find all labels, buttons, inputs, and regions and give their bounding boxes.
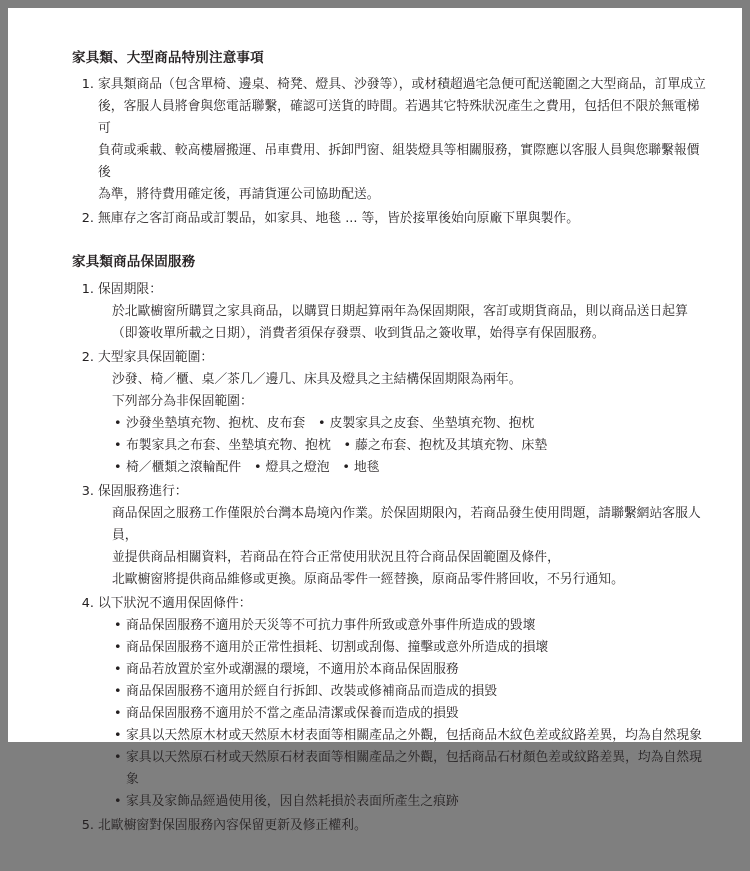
list-item-number: 2. bbox=[81, 349, 94, 365]
list-item-body bbox=[98, 815, 712, 837]
list-item-number: 1. bbox=[81, 77, 94, 93]
list-item-number: 3. bbox=[81, 483, 94, 499]
item-lead: 北歐櫥窗對保固服務內容保留更新及修正權利。 bbox=[98, 817, 367, 833]
paragraph: （即簽收單所載之日期），消費者須保存發票、收到貨品之簽收單，始得享有保固服務。 bbox=[112, 325, 605, 341]
item-detail bbox=[98, 369, 712, 479]
section-title: 家具類、大型商品特別注意事項 bbox=[72, 50, 264, 66]
list-item-body bbox=[98, 481, 712, 591]
document-page bbox=[8, 8, 742, 833]
exclusion-list bbox=[112, 413, 712, 479]
list-item bbox=[72, 593, 712, 813]
paragraph: 無庫存之客訂商品或訂製品，如家具、地毯 ... 等，皆於接單後始向原廠下單與製作。 bbox=[98, 211, 580, 227]
document-content bbox=[8, 8, 742, 871]
paragraph: 家具類商品（包含單椅、邊桌、椅凳、燈具、沙發等），或材積超過宅急便可配送範圍之大型商品，訂單成立 bbox=[98, 77, 706, 93]
list-item-number: 2. bbox=[81, 211, 94, 227]
paragraph: 於北歐櫥窗所購買之家具商品，以購買日期起算兩年為保固期限，客訂或期貨商品，則以商品送日起算 bbox=[112, 303, 688, 319]
notice-list bbox=[72, 74, 712, 230]
list-item: • 商品保固服務不適用於正常性損耗、切割或刮傷、撞擊或意外所造成的損壞 bbox=[112, 637, 712, 659]
list-item: • 家具及家飾品經過使用後，因自然耗損於表面所產生之痕跡 bbox=[112, 791, 712, 813]
list-item: • 布製家具之布套、坐墊填充物、抱枕 • 藤之布套、抱枕及其填充物、床墊 bbox=[112, 435, 712, 457]
list-item-body bbox=[98, 279, 712, 345]
list-item: • 家具以天然原石材或天然原石材表面等相關產品之外觀，包括商品石材顏色差或紋路差異，均為自然現象 bbox=[112, 747, 712, 791]
list-item: • 沙發坐墊填充物、抱枕、皮布套 • 皮製家具之皮套、坐墊填充物、抱枕 bbox=[112, 413, 712, 435]
list-item bbox=[72, 347, 712, 479]
paragraph: 並提供商品相關資料，若商品在符合正常使用狀況且符合商品保固範圍及條件， bbox=[112, 549, 560, 565]
paragraph: 為準，將待費用確定後，再請貨運公司協助配送。 bbox=[98, 187, 380, 203]
paragraph: 下列部分為非保固範圍： bbox=[112, 393, 253, 409]
list-item bbox=[72, 481, 712, 591]
section-title: 家具類商品保固服務 bbox=[72, 254, 196, 271]
warranty-list bbox=[72, 279, 712, 837]
list-item: • 商品若放置於室外或潮濕的環境，不適用於本商品保固服務 bbox=[112, 659, 712, 681]
item-detail bbox=[98, 301, 712, 345]
list-item: • 家具以天然原木材或天然原木材表面等相關產品之外觀，包括商品木紋色差或紋路差異，均為自然現象 bbox=[112, 725, 712, 747]
list-item bbox=[72, 74, 712, 206]
paragraph: 沙發、椅／櫃、桌／茶几／邊几、床具及燈具之主結構保固期限為兩年。 bbox=[112, 371, 522, 387]
item-lead: 大型家具保固範圍： bbox=[98, 349, 214, 365]
list-item: • 商品保固服務不適用於天災等不可抗力事件所致或意外事件所造成的毀壞 bbox=[112, 615, 712, 637]
list-item bbox=[72, 279, 712, 345]
list-item-number: 1. bbox=[81, 281, 94, 297]
list-item bbox=[72, 815, 712, 837]
paragraph: 負荷或乘載、較高樓層搬運、吊車費用、拆卸門窗、組裝燈具等相關服務，實際應以客服人員與您聯繫報價後 bbox=[98, 143, 700, 181]
list-item-body bbox=[98, 593, 712, 813]
item-lead: 以下狀況不適用保固條件： bbox=[98, 595, 252, 611]
list-item-body bbox=[98, 208, 712, 230]
item-lead: 保固服務進行： bbox=[98, 483, 188, 499]
paragraph: 後，客服人員將會與您電話聯繫，確認可送貨的時間。若遇其它特殊狀況產生之費用，包括但不限於無電梯可 bbox=[98, 99, 700, 137]
list-item-number: 4. bbox=[81, 595, 94, 611]
section-furniture-warranty bbox=[72, 252, 712, 836]
paragraph: 北歐櫥窗將提供商品維修或更換。原商品零件一經替換，原商品零件將回收，不另行通知。 bbox=[112, 571, 624, 587]
list-item: • 商品保固服務不適用於經自行拆卸、改裝或修補商品而造成的損毀 bbox=[112, 681, 712, 703]
list-item-body bbox=[98, 74, 712, 206]
list-item: • 椅／櫃類之滾輪配件 • 燈具之燈泡 • 地毯 bbox=[112, 457, 712, 479]
exclusion-condition-list bbox=[98, 615, 712, 813]
item-detail bbox=[98, 503, 712, 591]
list-item-body bbox=[98, 347, 712, 479]
list-item: • 商品保固服務不適用於不當之產品清潔或保養而造成的損毀 bbox=[112, 703, 712, 725]
section-furniture-notice bbox=[72, 48, 712, 230]
paragraph: 商品保固之服務工作僅限於台灣本島境內作業。於保固期限內，若商品發生使用問題，請聯繫網站客服人員， bbox=[112, 505, 701, 543]
list-item bbox=[72, 208, 712, 230]
list-item-number: 5. bbox=[81, 817, 94, 833]
item-lead: 保固期限： bbox=[98, 281, 162, 297]
